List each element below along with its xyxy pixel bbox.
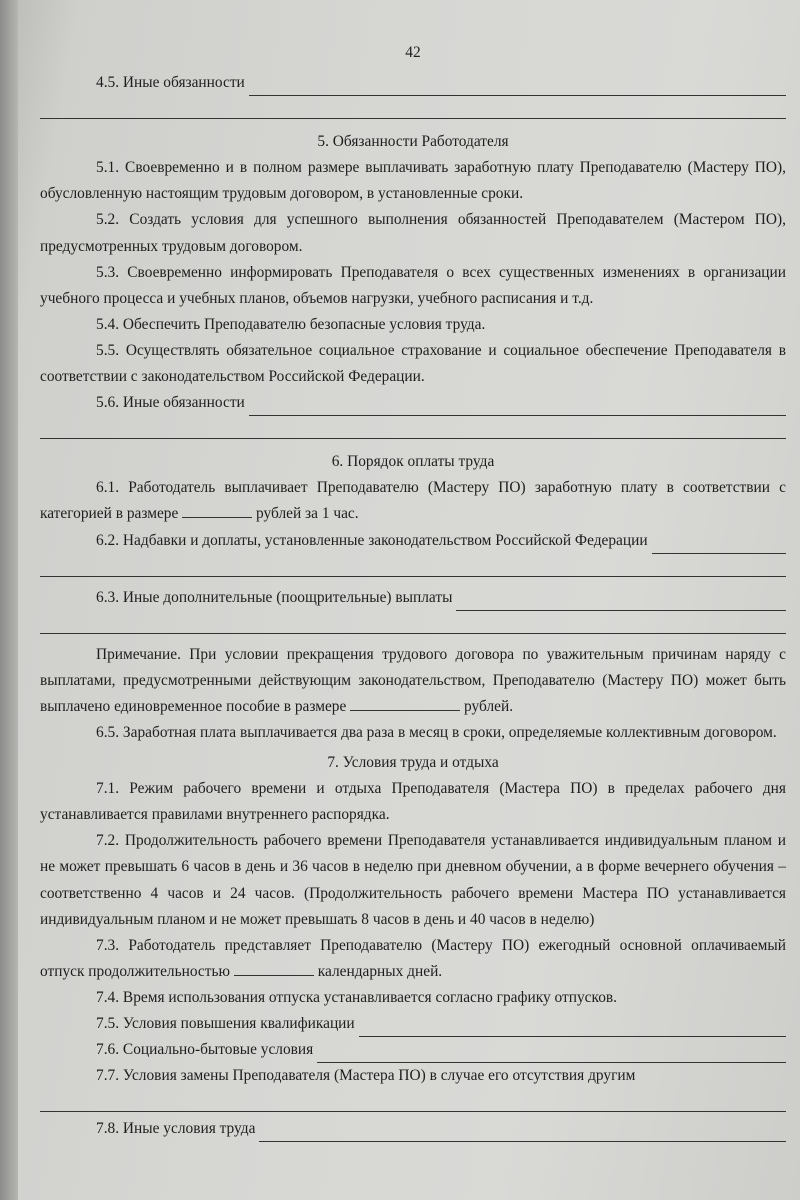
clause-5-6 <box>40 390 786 416</box>
clause-6-3-text: 6.3. Иные дополнительные (поощрительные) выплаты <box>96 588 453 606</box>
clause-6-3-blank <box>456 593 786 611</box>
clause-6-1-suffix: рублей за 1 час. <box>256 505 359 523</box>
clause-6-2-blank <box>652 536 786 554</box>
clause-7-5-blank <box>359 1019 786 1037</box>
clause-5-4: 5.4. Обеспечить Преподавателю безопасные условия труда. <box>96 315 486 333</box>
clause-6-2 <box>40 528 786 554</box>
clause-7-4: 7.4. Время использования отпуска устанавливается согласно графику отпусков. <box>96 988 618 1006</box>
clause-7-3-text: 7.3. Работодатель представляет Преподавателю (Мастеру ПО) ежегодный основной оплачиваемый отпуск продолжительностью <box>40 936 786 980</box>
clause-7-3 <box>40 933 786 985</box>
clause-7-2: 7.2. Продолжительность рабочего времени Преподавателя устанавливается индивидуальным планом и не может превышать 6 часов в день и 36 часов в неделю при дневном обучении, а в форме вечернего обучения – соответственно 4 часов и 24 часов. (Продолжительность рабочего времени Мастера ПО устанавливается индивидуальным планом и не может превышать 8 часов в день и 40 часов в неделю) <box>40 832 786 928</box>
clause-7-5-text: 7.5. Условия повышения квалификации <box>96 1015 355 1032</box>
note-blank <box>350 696 460 711</box>
section-6-title: 6. Порядок оплаты труда <box>331 453 495 471</box>
clause-4-5-blank-line <box>40 96 786 119</box>
clause-5-6-text: 5.6. Иные обязанности <box>96 394 245 412</box>
clause-5-2: 5.2. Создать условия для успешного выполнения обязанностей Преподавателем (Мастером ПО), предусмотренных трудовым договором. <box>40 211 786 255</box>
clause-6-5: 6.5. Заработная плата выплачивается два раза в месяц в сроки, определяемые коллективным договором. <box>96 723 777 741</box>
clause-7-8-text: 7.8. Иные условия труда <box>96 1120 256 1138</box>
clause-6-1 <box>40 475 786 527</box>
section-7-title: 7. Условия труда и отдыха <box>327 754 499 772</box>
clause-6-3 <box>40 585 786 611</box>
clause-5-6-blank-line <box>40 416 786 439</box>
clause-5-6-blank <box>249 398 786 416</box>
clause-5-3: 5.3. Своевременно информировать Преподавателя о всех существенных изменениях в организации учебного процесса и учебных планов, объемов нагрузки, учебного расписания и т.д. <box>40 263 786 307</box>
clause-4-5 <box>40 70 786 96</box>
clause-6-1-blank <box>182 503 252 518</box>
book-spine-shadow <box>0 0 18 1200</box>
clause-7-6 <box>40 1037 786 1063</box>
clause-7-8-blank <box>259 1124 786 1142</box>
clause-5-5: 5.5. Осуществлять обязательное социальное страхование и социальное обеспечение Преподавателя в соответствии с законодательством Российской Федерации. <box>40 341 786 386</box>
clause-7-7: 7.7. Условия замены Преподавателя (Мастера ПО) в случае его отсутствия другим <box>96 1067 636 1085</box>
page-content <box>40 40 786 1142</box>
clause-7-7-blank-line <box>40 1089 786 1112</box>
clause-4-5-text: 4.5. Иные обязанности <box>96 74 245 92</box>
note-suffix: рублей. <box>464 697 514 715</box>
clause-7-1: 7.1. Режим рабочего времени и отдыха Преподавателя (Мастера ПО) в пределах рабочего дня устанавливается правилами внутреннего распорядка. <box>40 780 786 824</box>
section-5-title: 5. Обязанности Работодателя <box>317 133 509 151</box>
note <box>40 642 786 720</box>
clause-7-3-blank <box>234 961 314 976</box>
clause-7-5 <box>40 1011 786 1037</box>
clause-6-3-blank-line <box>40 611 786 634</box>
clause-7-6-blank <box>317 1045 786 1063</box>
clause-7-6-text: 7.6. Социально-бытовые условия <box>96 1041 314 1059</box>
clause-6-2-blank-line <box>40 554 786 577</box>
note-text: Примечание. При условии прекращения трудового договора по уважительным причинам наряду с выплатами, предусмотренными действующим законодательством, Преподавателю (Мастеру ПО) может быть выплачено единовременное пособие в размере <box>40 645 786 715</box>
clause-5-1: 5.1. Своевременно и в полном размере выплачивать заработную плату Преподавателю (Мастеру ПО), обусловленную настоящим трудовым договором, в установленные сроки. <box>40 159 786 203</box>
clause-7-8 <box>40 1116 786 1142</box>
page-number: 42 <box>405 44 421 61</box>
clause-6-2-text: 6.2. Надбавки и доплаты, установленные законодательством Российской Федерации <box>96 531 648 549</box>
clause-4-5-blank <box>249 78 786 96</box>
clause-6-1-text: 6.1. Работодатель выплачивает Преподавателю (Мастеру ПО) заработную плату в соответствии с категорией в размере <box>40 479 786 523</box>
clause-7-3-suffix: календарных дней. <box>317 962 443 980</box>
